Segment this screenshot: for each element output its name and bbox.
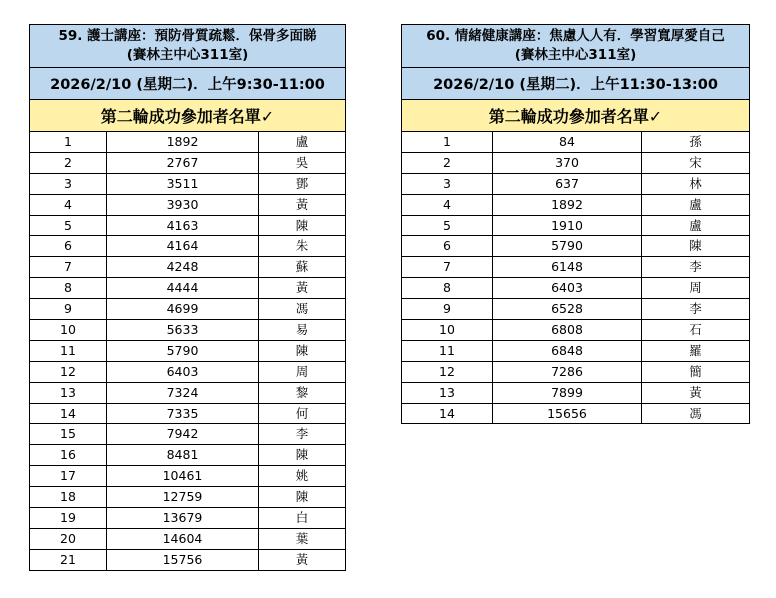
row-number: 5 — [30, 215, 107, 236]
table-row — [402, 382, 750, 403]
row-number: 10 — [30, 320, 107, 341]
participant-id: 637 — [493, 173, 642, 194]
participant-id: 7899 — [493, 382, 642, 403]
participant-surname: 葉 — [259, 528, 346, 549]
participant-surname: 鄧 — [259, 173, 346, 194]
table-row — [30, 215, 346, 236]
participant-id: 1892 — [493, 194, 642, 215]
header-banner-row — [402, 100, 750, 132]
table-row — [30, 278, 346, 299]
table-row — [402, 132, 750, 153]
row-number: 1 — [402, 132, 493, 153]
row-number: 12 — [30, 361, 107, 382]
row-number: 1 — [30, 132, 107, 153]
participant-surname: 李 — [259, 424, 346, 445]
participant-surname: 盧 — [642, 194, 750, 215]
participant-surname: 馮 — [259, 299, 346, 320]
participant-surname: 蘇 — [259, 257, 346, 278]
participant-surname: 盧 — [642, 215, 750, 236]
participant-id: 5790 — [107, 340, 259, 361]
participant-surname: 李 — [642, 299, 750, 320]
table-row — [30, 424, 346, 445]
table-row — [30, 382, 346, 403]
participant-id: 6808 — [493, 320, 642, 341]
table-row — [30, 152, 346, 173]
participant-id: 7335 — [107, 403, 259, 424]
table-row — [402, 403, 750, 424]
participant-surname: 黃 — [259, 549, 346, 570]
participant-surname: 易 — [259, 320, 346, 341]
header-date-row — [402, 68, 750, 100]
table-row — [30, 403, 346, 424]
row-number: 7 — [402, 257, 493, 278]
participant-id: 6148 — [493, 257, 642, 278]
row-number: 8 — [30, 278, 107, 299]
participant-surname: 宋 — [642, 152, 750, 173]
row-number: 12 — [402, 361, 493, 382]
table-row — [30, 194, 346, 215]
row-number: 7 — [30, 257, 107, 278]
participant-surname: 黃 — [259, 278, 346, 299]
results-banner: 第二輪成功參加者名單✓ — [402, 100, 750, 132]
participant-id: 7942 — [107, 424, 259, 445]
session-title — [30, 25, 346, 68]
participant-surname: 簡 — [642, 361, 750, 382]
participant-id: 14604 — [107, 528, 259, 549]
participant-id: 1892 — [107, 132, 259, 153]
table-body — [402, 25, 750, 424]
participant-surname: 林 — [642, 173, 750, 194]
table-row — [402, 173, 750, 194]
participant-surname: 孫 — [642, 132, 750, 153]
participant-surname: 陳 — [259, 340, 346, 361]
table-row — [402, 215, 750, 236]
row-number: 3 — [30, 173, 107, 194]
participant-surname: 陳 — [642, 236, 750, 257]
table-row — [30, 132, 346, 153]
participant-id: 5633 — [107, 320, 259, 341]
participant-id: 3930 — [107, 194, 259, 215]
participant-surname: 朱 — [259, 236, 346, 257]
participant-surname: 白 — [259, 508, 346, 529]
header-date-row — [30, 68, 346, 100]
table-row — [30, 445, 346, 466]
table-row — [30, 487, 346, 508]
participant-id: 3511 — [107, 173, 259, 194]
participant-surname: 周 — [642, 278, 750, 299]
participant-table-session-59 — [29, 24, 346, 571]
participant-surname: 陳 — [259, 445, 346, 466]
row-number: 17 — [30, 466, 107, 487]
participant-id: 4163 — [107, 215, 259, 236]
row-number: 16 — [30, 445, 107, 466]
table-row — [402, 278, 750, 299]
participant-surname: 姚 — [259, 466, 346, 487]
participant-id: 4248 — [107, 257, 259, 278]
table-row — [402, 236, 750, 257]
header-banner-row — [30, 100, 346, 132]
participant-surname: 吳 — [259, 152, 346, 173]
participant-id: 15656 — [493, 403, 642, 424]
session-date: 2026/2/10 (星期二)．上午11:30-13:00 — [402, 68, 750, 100]
participant-surname: 盧 — [259, 132, 346, 153]
table-row — [30, 320, 346, 341]
row-number: 9 — [30, 299, 107, 320]
participant-id: 4164 — [107, 236, 259, 257]
table-row — [30, 361, 346, 382]
row-number: 9 — [402, 299, 493, 320]
row-number: 4 — [402, 194, 493, 215]
participant-id: 12759 — [107, 487, 259, 508]
participant-id: 84 — [493, 132, 642, 153]
participant-id: 7286 — [493, 361, 642, 382]
row-number: 6 — [402, 236, 493, 257]
table-row — [30, 528, 346, 549]
participant-id: 5790 — [493, 236, 642, 257]
table-row — [30, 236, 346, 257]
participant-id: 2767 — [107, 152, 259, 173]
table-row — [30, 173, 346, 194]
row-number: 5 — [402, 215, 493, 236]
participant-id: 13679 — [107, 508, 259, 529]
table-row — [30, 299, 346, 320]
row-number: 6 — [30, 236, 107, 257]
session-venue: (賽林主中心311室) — [514, 47, 637, 63]
table-row — [30, 466, 346, 487]
header-title-row — [30, 25, 346, 68]
participant-surname: 黃 — [259, 194, 346, 215]
table-row — [402, 320, 750, 341]
table-body — [30, 25, 346, 571]
row-number: 2 — [30, 152, 107, 173]
table-row — [402, 152, 750, 173]
session-title-line1: 60. 情緒健康講座：焦慮人人有．學習寬厚愛自己 — [426, 28, 725, 44]
row-number: 11 — [30, 340, 107, 361]
table-row — [402, 340, 750, 361]
participant-surname: 黃 — [642, 382, 750, 403]
participant-surname: 何 — [259, 403, 346, 424]
participant-id: 370 — [493, 152, 642, 173]
row-number: 13 — [402, 382, 493, 403]
participant-id: 6403 — [493, 278, 642, 299]
session-title-line1: 59. 護士講座：預防骨質疏鬆．保骨多面睇 — [58, 28, 317, 44]
participant-surname: 馮 — [642, 403, 750, 424]
participant-id: 1910 — [493, 215, 642, 236]
header-title-row — [402, 25, 750, 68]
row-number: 13 — [30, 382, 107, 403]
table-row — [30, 549, 346, 570]
session-date: 2026/2/10 (星期二)．上午9:30-11:00 — [30, 68, 346, 100]
row-number: 15 — [30, 424, 107, 445]
participant-id: 6848 — [493, 340, 642, 361]
results-banner: 第二輪成功參加者名單✓ — [30, 100, 346, 132]
table-row — [402, 361, 750, 382]
row-number: 3 — [402, 173, 493, 194]
table-row — [402, 194, 750, 215]
participant-surname: 黎 — [259, 382, 346, 403]
participant-id: 4444 — [107, 278, 259, 299]
participant-surname: 羅 — [642, 340, 750, 361]
session-title — [402, 25, 750, 68]
participant-id: 15756 — [107, 549, 259, 570]
row-number: 10 — [402, 320, 493, 341]
row-number: 11 — [402, 340, 493, 361]
table-row — [30, 340, 346, 361]
participant-surname: 陳 — [259, 487, 346, 508]
participant-surname: 李 — [642, 257, 750, 278]
row-number: 4 — [30, 194, 107, 215]
participant-surname: 石 — [642, 320, 750, 341]
table-row — [30, 257, 346, 278]
participant-id: 6528 — [493, 299, 642, 320]
table-row — [30, 508, 346, 529]
participant-id: 10461 — [107, 466, 259, 487]
participant-id: 6403 — [107, 361, 259, 382]
row-number: 8 — [402, 278, 493, 299]
participant-id: 7324 — [107, 382, 259, 403]
participant-table-session-60 — [401, 24, 750, 424]
participant-id: 8481 — [107, 445, 259, 466]
participant-surname: 周 — [259, 361, 346, 382]
row-number: 14 — [402, 403, 493, 424]
row-number: 14 — [30, 403, 107, 424]
table-row — [402, 299, 750, 320]
table-row — [402, 257, 750, 278]
row-number: 20 — [30, 528, 107, 549]
participant-id: 4699 — [107, 299, 259, 320]
row-number: 18 — [30, 487, 107, 508]
row-number: 21 — [30, 549, 107, 570]
row-number: 19 — [30, 508, 107, 529]
session-venue: (賽林主中心311室) — [126, 47, 249, 63]
participant-surname: 陳 — [259, 215, 346, 236]
row-number: 2 — [402, 152, 493, 173]
